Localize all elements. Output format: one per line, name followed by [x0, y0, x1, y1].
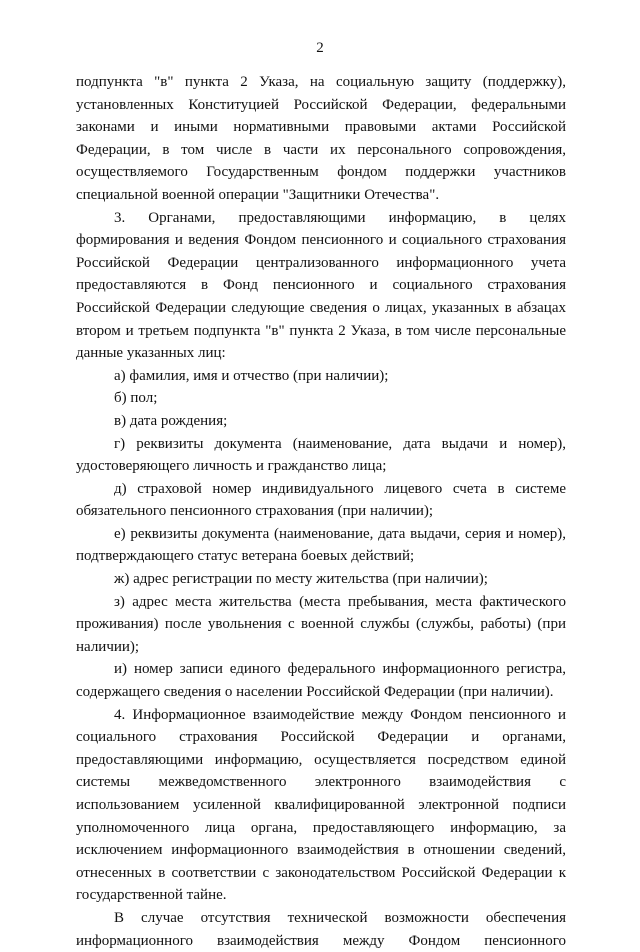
list-item-z: з) адрес места жительства (места пребывания, места фактического проживания) после увольнения с военной службы (службы, работы) (при наличии); — [76, 593, 566, 655]
list-item-v: в) дата рождения; — [114, 412, 228, 429]
paragraph-continuation: подпункта "в" пункта 2 Указа, на социальную защиту (поддержку), установленных Конституцией Российской Федерации, федеральными законами и иными нормативными правовыми актами Российской Федерации, в том числе в части их персонального сопровождения, осуществляемого Государственным фондом поддержки участников специальной военной операции "Защитники Отечества". — [76, 74, 566, 203]
paragraph-absence-case: В случае отсутствия технической возможности обеспечения информационного взаимодействия между Фондом пенсионного — [76, 909, 566, 949]
paragraph-item-3: 3. Органами, предоставляющими информацию, в целях формирования и ведения Фондом пенсионного и социального страхования Российской Федерации централизованного информационного учета предоставляются в Фонд пенсионного и социального страхования Российской Федерации следующие сведения о лицах, указанных в абзацах втором и третьем подпункта "в" пункта 2 Указа, в том числе персональные данные указанных лиц: — [76, 209, 566, 362]
page-number: 2 — [316, 40, 324, 56]
list-item-zh: ж) адрес регистрации по месту жительства (при наличии); — [114, 571, 488, 588]
list-item-e: е) реквизиты документа (наименование, дата выдачи, серия и номер), подтверждающего статус ветерана боевых действий; — [76, 525, 566, 565]
list-item-i: и) номер записи единого федерального информационного регистра, содержащего сведения о населении Российской Федерации (при наличии). — [76, 661, 566, 701]
paragraph-item-4: 4. Информационное взаимодействие между Фондом пенсионного и социального страхования Российской Федерации и органами, предоставляющими информацию, осуществляется посредством единой системы межведомственного электронного взаимодействия с использованием усиленной квалифицированной электронной подписи уполномоченного лица органа, предоставляющего информацию, за исключением информационного взаимодействия в отношении сведений, отнесенных в соответствии с законодательством Российской Федерации к государственной тайне. — [76, 706, 566, 904]
list-item-d: д) страховой номер индивидуального лицевого счета в системе обязательного пенсионного страхования (при наличии); — [76, 480, 566, 520]
list-item-a: а) фамилия, имя и отчество (при наличии); — [114, 367, 389, 384]
list-item-b: б) пол; — [114, 390, 158, 407]
document-body — [76, 71, 566, 952]
list-item-g: г) реквизиты документа (наименование, дата выдачи и номер), удостоверяющего личность и гражданство лица; — [76, 435, 566, 475]
